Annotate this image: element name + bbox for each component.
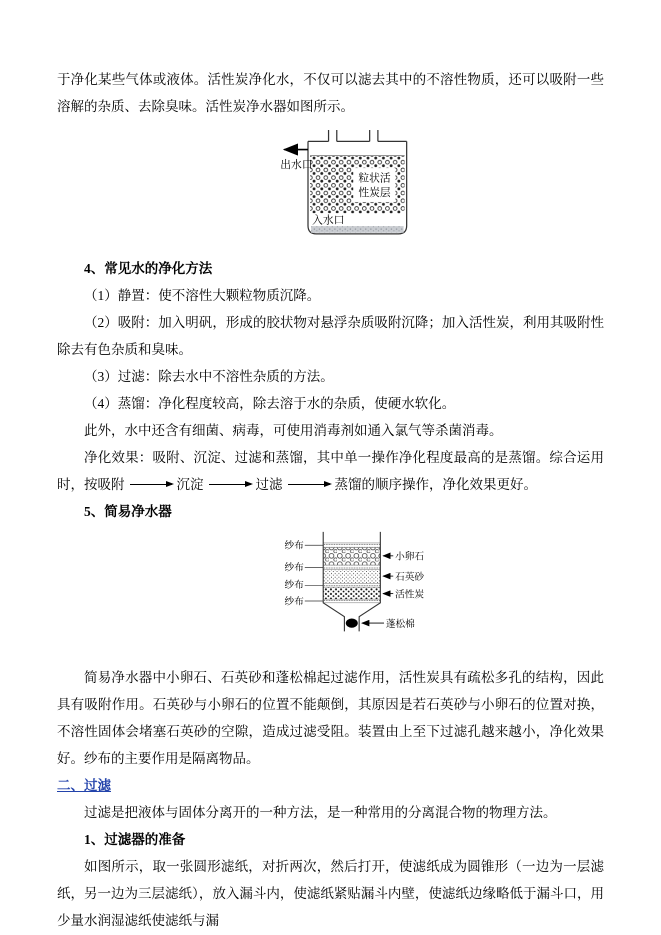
effect-step-settle: 沉淀 (176, 477, 204, 492)
gauze-label-3: 纱布 (284, 580, 304, 592)
intro-paragraph: 于净化某些气体或液体。活性炭净化水，不仅可以滤去其中的不溶性物质，还可以吸附一些溶解的杂质、去除臭味。活性炭净水器如图所示。 (57, 72, 604, 114)
simple-purifier-diagram (279, 528, 431, 650)
carbon-label: 活性炭 (394, 589, 424, 601)
gauze-label-4: 纱布 (284, 596, 304, 608)
purify-effect-paragraph (57, 444, 604, 498)
simple-purifier-paragraph: 简易净水器中小卵石、石英砂和蓬松棉起过滤作用，活性炭具有疏松多孔的结构，因此具有吸附作用。石英砂与小卵石的位置不能颠倒，其原因是若石英砂与小卵石的位置对换，不溶性固体会堵塞石英砂的空隙，造成过滤受阻。装置由上至下过滤孔越来越小，净化效果好。纱布的主要作用是隔离物品。 (57, 670, 604, 766)
filtration-section-title: 二、过滤 (57, 778, 111, 793)
effect-lead: 净化效果：吸附、沉淀、过滤和蒸馏，其中单一操作净化程度最高的是蒸馏。综合运用时，按吸附 (57, 450, 604, 492)
filter-prep-paragraph: 如图所示，取一张圆形滤纸，对折两次，然后打开，使滤纸成为圆锥形（一边为一层滤纸，另一边为三层滤纸），放入漏斗内，使滤纸紧贴漏斗内壁，使滤纸边缘略低于漏斗口，用少量水润湿滤纸使滤纸与漏 (57, 859, 604, 928)
carbon-layer-label-line2: 性炭层 (357, 186, 391, 199)
sand-label: 石英砂 (394, 571, 424, 583)
cotton-label: 蓬松棉 (385, 618, 415, 630)
carbon-purifier-diagram (277, 129, 413, 240)
purify-item-3: （3）过滤：除去水中不溶性杂质的方法。 (84, 369, 334, 384)
carbon-layer-label-line1: 粒状活 (357, 172, 391, 185)
purify-item-2: （2）吸附：加入明矾，形成的胶状物对悬浮杂质吸附沉降；加入活性炭，利用其吸附性除去有色杂质和臭味。 (57, 315, 604, 357)
gauze-leader-lines (304, 545, 322, 601)
flow-arrow-icon (209, 484, 251, 486)
inlet-label: 入水口 (311, 214, 344, 227)
purifier-layers (323, 543, 380, 603)
carbon-purifier-figure (57, 129, 604, 249)
cotton-plug (345, 618, 357, 627)
purify-item-1: （1）静置：使不溶性大颗粒物质沉降。 (84, 288, 321, 303)
flow-arrow-icon (288, 484, 330, 486)
disinfection-note: 此外，水中还含有细菌、病毒，可使用消毒剂如通入氯气等杀菌消毒。 (84, 423, 503, 438)
flow-arrow-icon (130, 484, 172, 486)
effect-step-filter: 过滤 (255, 477, 283, 492)
gauze-label-1: 纱布 (284, 540, 304, 552)
sediment-band (311, 226, 404, 233)
effect-step-distill: 蒸馏 (334, 477, 362, 492)
purify-item-4: （4）蒸馏：净化程度较高，除去溶于水的杂质，使硬水软化。 (84, 396, 456, 411)
pebble-label: 小卵石 (394, 551, 424, 563)
filter-prep-title: 1、过滤器的准备 (84, 832, 186, 847)
simple-purifier-figure (57, 528, 604, 659)
section4-title: 4、常见水的净化方法 (84, 261, 213, 276)
outlet-label: 出水口 (279, 159, 313, 172)
effect-tail: 的顺序操作，净化效果更好。 (361, 477, 537, 492)
filtration-intro: 过滤是把液体与固体分离开的一种方法，是一种常用的分离混合物的物理方法。 (84, 805, 557, 820)
section5-title: 5、简易净水器 (84, 504, 172, 519)
gauze-label-2: 纱布 (284, 562, 304, 574)
